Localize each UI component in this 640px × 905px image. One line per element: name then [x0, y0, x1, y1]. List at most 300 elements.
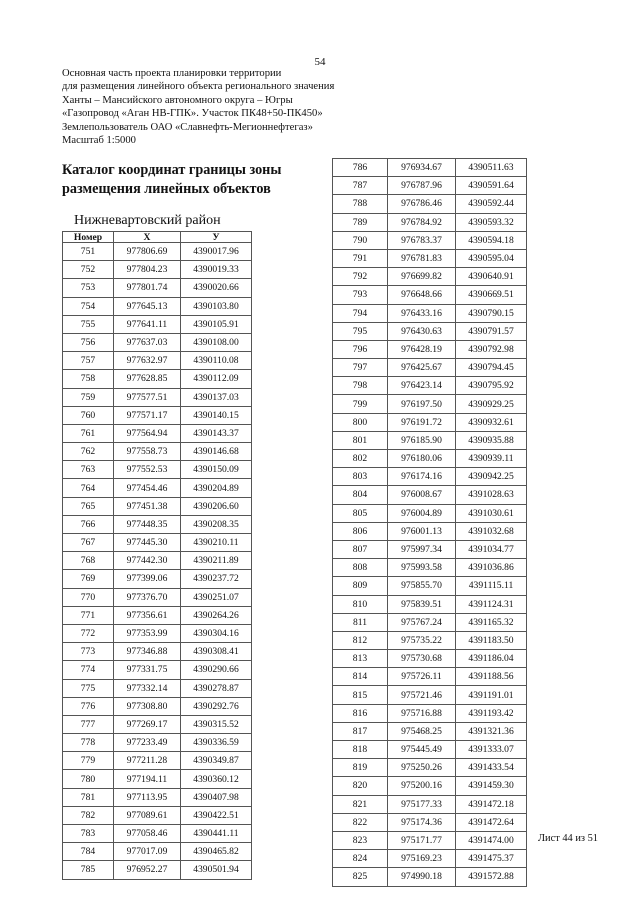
x-coordinate-cell: 977806.69	[114, 243, 181, 261]
table-row	[333, 777, 527, 795]
table-row	[63, 552, 252, 570]
point-number-cell: 799	[333, 395, 388, 413]
y-coordinate-cell: 4390308.41	[181, 643, 252, 661]
x-coordinate-cell: 975855.70	[388, 577, 456, 595]
point-number-cell: 788	[333, 195, 388, 213]
x-coordinate-cell: 976197.50	[388, 395, 456, 413]
x-coordinate-cell: 975171.77	[388, 831, 456, 849]
point-number-cell: 754	[63, 297, 114, 315]
point-number-cell: 758	[63, 370, 114, 388]
point-number-cell: 790	[333, 231, 388, 249]
point-number-cell: 794	[333, 304, 388, 322]
table-row	[333, 231, 527, 249]
x-coordinate-cell: 976428.19	[388, 340, 456, 358]
y-coordinate-cell: 4390017.96	[181, 243, 252, 261]
point-number-cell: 791	[333, 249, 388, 267]
point-number-cell: 775	[63, 679, 114, 697]
point-number-cell: 808	[333, 559, 388, 577]
y-coordinate-cell: 4390795.92	[456, 377, 527, 395]
point-number-cell: 770	[63, 588, 114, 606]
document-header	[62, 67, 334, 147]
point-number-cell: 823	[333, 831, 388, 849]
point-number-cell: 784	[63, 843, 114, 861]
x-coordinate-cell: 977194.11	[114, 770, 181, 788]
point-number-cell: 783	[63, 825, 114, 843]
x-coordinate-cell: 977017.09	[114, 843, 181, 861]
catalog-title-line: размещения линейных объектов	[62, 181, 271, 197]
point-number-cell: 776	[63, 697, 114, 715]
x-coordinate-cell: 977558.73	[114, 443, 181, 461]
y-coordinate-cell: 4390336.59	[181, 734, 252, 752]
y-coordinate-cell: 4390595.04	[456, 249, 527, 267]
table-row	[63, 679, 252, 697]
point-number-cell: 811	[333, 613, 388, 631]
x-coordinate-cell: 975839.51	[388, 595, 456, 613]
table-row	[63, 443, 252, 461]
x-coordinate-cell: 977399.06	[114, 570, 181, 588]
table-row	[63, 788, 252, 806]
y-coordinate-cell: 4390315.52	[181, 715, 252, 733]
x-coordinate-cell: 976185.90	[388, 431, 456, 449]
x-coordinate-cell: 977442.30	[114, 552, 181, 570]
y-coordinate-cell: 4390020.66	[181, 279, 252, 297]
point-number-cell: 800	[333, 413, 388, 431]
x-coordinate-cell: 975445.49	[388, 741, 456, 759]
table-row	[63, 497, 252, 515]
header-line: Ханты – Мансийского автономного округа – Югры	[62, 94, 293, 106]
table-row	[333, 450, 527, 468]
table-row	[333, 268, 527, 286]
header-line: «Газопровод «Аган НВ-ГПК». Участок ПК48+50-ПК450»	[62, 108, 323, 120]
y-coordinate-cell: 4390511.63	[456, 159, 527, 177]
coordinates-table-left	[62, 231, 252, 880]
point-number-cell: 809	[333, 577, 388, 595]
table-row	[333, 613, 527, 631]
y-coordinate-cell: 4391472.64	[456, 813, 527, 831]
y-coordinate-cell: 4390593.32	[456, 213, 527, 231]
table-row	[333, 741, 527, 759]
point-number-cell: 816	[333, 704, 388, 722]
x-coordinate-cell: 976004.89	[388, 504, 456, 522]
y-coordinate-cell: 4390407.98	[181, 788, 252, 806]
point-number-cell: 802	[333, 450, 388, 468]
y-coordinate-cell: 4390110.08	[181, 352, 252, 370]
catalog-title-line: Каталог координат границы зоны	[62, 162, 282, 178]
point-number-cell: 774	[63, 661, 114, 679]
point-number-cell: 759	[63, 388, 114, 406]
point-number-cell: 797	[333, 359, 388, 377]
y-coordinate-cell: 4391459.30	[456, 777, 527, 795]
point-number-cell: 751	[63, 243, 114, 261]
x-coordinate-cell: 976008.67	[388, 486, 456, 504]
table-row	[63, 715, 252, 733]
x-coordinate-cell: 977564.94	[114, 424, 181, 442]
point-number-cell: 753	[63, 279, 114, 297]
y-coordinate-cell: 4390150.09	[181, 461, 252, 479]
point-number-cell: 793	[333, 286, 388, 304]
y-coordinate-cell: 4391165.32	[456, 613, 527, 631]
y-coordinate-cell: 4390290.66	[181, 661, 252, 679]
point-number-cell: 798	[333, 377, 388, 395]
point-number-cell: 815	[333, 686, 388, 704]
y-coordinate-cell: 4391475.37	[456, 850, 527, 868]
point-number-cell: 792	[333, 268, 388, 286]
y-coordinate-cell: 4390112.09	[181, 370, 252, 388]
x-coordinate-cell: 976174.16	[388, 468, 456, 486]
x-coordinate-cell: 975177.33	[388, 795, 456, 813]
x-coordinate-cell: 975250.26	[388, 759, 456, 777]
table-row	[63, 461, 252, 479]
x-coordinate-cell: 974990.18	[388, 868, 456, 886]
x-coordinate-cell: 977346.88	[114, 643, 181, 661]
x-coordinate-cell: 977577.51	[114, 388, 181, 406]
point-number-cell: 755	[63, 315, 114, 333]
header-line: Масштаб 1:5000	[62, 135, 136, 147]
table-row	[333, 522, 527, 540]
y-coordinate-cell: 4390794.45	[456, 359, 527, 377]
point-number-cell: 796	[333, 340, 388, 358]
table-row	[333, 577, 527, 595]
point-number-cell: 781	[63, 788, 114, 806]
y-coordinate-cell: 4391124.31	[456, 595, 527, 613]
table-body-right	[333, 159, 527, 887]
y-coordinate-cell: 4391028.63	[456, 486, 527, 504]
table-row	[333, 377, 527, 395]
x-coordinate-cell: 977269.17	[114, 715, 181, 733]
table-row	[63, 297, 252, 315]
x-coordinate-cell: 976423.14	[388, 377, 456, 395]
point-number-cell: 804	[333, 486, 388, 504]
x-coordinate-cell: 977641.11	[114, 315, 181, 333]
y-coordinate-cell: 4391036.86	[456, 559, 527, 577]
table-row	[333, 177, 527, 195]
x-coordinate-cell: 977089.61	[114, 806, 181, 824]
point-number-cell: 819	[333, 759, 388, 777]
x-coordinate-cell: 977645.13	[114, 297, 181, 315]
y-coordinate-cell: 4390942.25	[456, 468, 527, 486]
y-coordinate-cell: 4390640.91	[456, 268, 527, 286]
y-coordinate-cell: 4390935.88	[456, 431, 527, 449]
x-coordinate-cell: 977632.97	[114, 352, 181, 370]
x-coordinate-cell: 977801.74	[114, 279, 181, 297]
table-row	[333, 322, 527, 340]
table-row	[333, 159, 527, 177]
x-coordinate-cell: 976934.67	[388, 159, 456, 177]
point-number-cell: 795	[333, 322, 388, 340]
y-coordinate-cell: 4390237.72	[181, 570, 252, 588]
y-coordinate-cell: 4390791.57	[456, 322, 527, 340]
x-coordinate-cell: 975169.23	[388, 850, 456, 868]
point-number-cell: 757	[63, 352, 114, 370]
point-number-cell: 772	[63, 624, 114, 642]
table-row	[333, 486, 527, 504]
point-number-cell: 810	[333, 595, 388, 613]
y-coordinate-cell: 4390206.60	[181, 497, 252, 515]
table-row	[63, 279, 252, 297]
point-number-cell: 771	[63, 606, 114, 624]
table-row	[333, 650, 527, 668]
table-row	[63, 825, 252, 843]
x-coordinate-cell: 975468.25	[388, 722, 456, 740]
point-number-cell: 782	[63, 806, 114, 824]
y-coordinate-cell: 4390932.61	[456, 413, 527, 431]
point-number-cell: 767	[63, 534, 114, 552]
point-number-cell: 768	[63, 552, 114, 570]
x-coordinate-cell: 975735.22	[388, 631, 456, 649]
x-coordinate-cell: 977445.30	[114, 534, 181, 552]
x-coordinate-cell: 977451.38	[114, 497, 181, 515]
table-header-row	[63, 232, 252, 243]
point-number-cell: 766	[63, 515, 114, 533]
table-row	[63, 661, 252, 679]
page-number: 54	[314, 56, 326, 68]
y-coordinate-cell: 4390441.11	[181, 825, 252, 843]
point-number-cell: 821	[333, 795, 388, 813]
x-coordinate-cell: 975730.68	[388, 650, 456, 668]
point-number-cell: 756	[63, 333, 114, 351]
point-number-cell: 779	[63, 752, 114, 770]
point-number-cell: 786	[333, 159, 388, 177]
table-row	[63, 606, 252, 624]
x-coordinate-cell: 977332.14	[114, 679, 181, 697]
point-number-cell: 780	[63, 770, 114, 788]
y-coordinate-cell: 4390211.89	[181, 552, 252, 570]
x-coordinate-cell: 976784.92	[388, 213, 456, 231]
y-coordinate-cell: 4391572.88	[456, 868, 527, 886]
column-header-y: У	[181, 232, 252, 243]
table-row	[63, 570, 252, 588]
y-coordinate-cell: 4391188.56	[456, 668, 527, 686]
x-coordinate-cell: 977058.46	[114, 825, 181, 843]
x-coordinate-cell: 975174.36	[388, 813, 456, 831]
table-row	[333, 559, 527, 577]
x-coordinate-cell: 975997.34	[388, 540, 456, 558]
table-row	[63, 534, 252, 552]
y-coordinate-cell: 4390939.11	[456, 450, 527, 468]
x-coordinate-cell: 975726.11	[388, 668, 456, 686]
table-row	[333, 468, 527, 486]
point-number-cell: 789	[333, 213, 388, 231]
table-row	[63, 406, 252, 424]
table-row	[63, 333, 252, 351]
y-coordinate-cell: 4390143.37	[181, 424, 252, 442]
column-header-x: X	[114, 232, 181, 243]
column-header-number: Номер	[63, 232, 114, 243]
point-number-cell: 806	[333, 522, 388, 540]
x-coordinate-cell: 975721.46	[388, 686, 456, 704]
y-coordinate-cell: 4390208.35	[181, 515, 252, 533]
y-coordinate-cell: 4391030.61	[456, 504, 527, 522]
x-coordinate-cell: 976433.16	[388, 304, 456, 322]
point-number-cell: 824	[333, 850, 388, 868]
table-row	[333, 868, 527, 886]
table-row	[333, 504, 527, 522]
table-row	[333, 195, 527, 213]
y-coordinate-cell: 4390501.94	[181, 861, 252, 879]
y-coordinate-cell: 4390594.18	[456, 231, 527, 249]
y-coordinate-cell: 4390592.44	[456, 195, 527, 213]
y-coordinate-cell: 4391191.01	[456, 686, 527, 704]
x-coordinate-cell: 976783.37	[388, 231, 456, 249]
table-row	[63, 315, 252, 333]
y-coordinate-cell: 4390019.33	[181, 261, 252, 279]
point-number-cell: 813	[333, 650, 388, 668]
table-row	[63, 352, 252, 370]
y-coordinate-cell: 4390210.11	[181, 534, 252, 552]
y-coordinate-cell: 4391472.18	[456, 795, 527, 813]
point-number-cell: 752	[63, 261, 114, 279]
x-coordinate-cell: 976425.67	[388, 359, 456, 377]
x-coordinate-cell: 977552.53	[114, 461, 181, 479]
x-coordinate-cell: 976180.06	[388, 450, 456, 468]
y-coordinate-cell: 4390140.15	[181, 406, 252, 424]
x-coordinate-cell: 976952.27	[114, 861, 181, 879]
point-number-cell: 773	[63, 643, 114, 661]
point-number-cell: 812	[333, 631, 388, 649]
table-row	[63, 643, 252, 661]
table-row	[63, 388, 252, 406]
table-row	[333, 304, 527, 322]
point-number-cell: 820	[333, 777, 388, 795]
y-coordinate-cell: 4390292.76	[181, 697, 252, 715]
y-coordinate-cell: 4391193.42	[456, 704, 527, 722]
table-row	[63, 515, 252, 533]
x-coordinate-cell: 976648.66	[388, 286, 456, 304]
table-row	[333, 286, 527, 304]
x-coordinate-cell: 977353.99	[114, 624, 181, 642]
y-coordinate-cell: 4390108.00	[181, 333, 252, 351]
point-number-cell: 814	[333, 668, 388, 686]
y-coordinate-cell: 4390278.87	[181, 679, 252, 697]
table-row	[333, 686, 527, 704]
table-row	[333, 722, 527, 740]
sheet-counter: Лист 44 из 51	[538, 833, 598, 844]
y-coordinate-cell: 4390137.03	[181, 388, 252, 406]
header-line: для размещения линейного объекта регионального значения	[62, 81, 335, 93]
y-coordinate-cell: 4390669.51	[456, 286, 527, 304]
y-coordinate-cell: 4391433.54	[456, 759, 527, 777]
x-coordinate-cell: 977211.28	[114, 752, 181, 770]
y-coordinate-cell: 4390103.80	[181, 297, 252, 315]
table-row	[333, 759, 527, 777]
point-number-cell: 805	[333, 504, 388, 522]
y-coordinate-cell: 4391186.04	[456, 650, 527, 668]
y-coordinate-cell: 4390591.64	[456, 177, 527, 195]
y-coordinate-cell: 4390251.07	[181, 588, 252, 606]
table-row	[333, 431, 527, 449]
x-coordinate-cell: 977233.49	[114, 734, 181, 752]
x-coordinate-cell: 977571.17	[114, 406, 181, 424]
table-row	[333, 413, 527, 431]
x-coordinate-cell: 976786.46	[388, 195, 456, 213]
y-coordinate-cell: 4390304.16	[181, 624, 252, 642]
table-row	[63, 861, 252, 879]
y-coordinate-cell: 4390349.87	[181, 752, 252, 770]
table-row	[63, 806, 252, 824]
point-number-cell: 803	[333, 468, 388, 486]
x-coordinate-cell: 977113.95	[114, 788, 181, 806]
table-row	[63, 243, 252, 261]
y-coordinate-cell: 4390105.91	[181, 315, 252, 333]
table-row	[63, 770, 252, 788]
table-row	[63, 424, 252, 442]
header-line: Землепользователь ОАО «Славнефть-Мегионнефтегаз»	[62, 121, 313, 133]
x-coordinate-cell: 976699.82	[388, 268, 456, 286]
table-row	[333, 813, 527, 831]
table-row	[333, 631, 527, 649]
table-row	[333, 395, 527, 413]
table-row	[333, 213, 527, 231]
y-coordinate-cell: 4390790.15	[456, 304, 527, 322]
x-coordinate-cell: 977454.46	[114, 479, 181, 497]
x-coordinate-cell: 975767.24	[388, 613, 456, 631]
catalog-title	[62, 161, 281, 199]
x-coordinate-cell: 977356.61	[114, 606, 181, 624]
y-coordinate-cell: 4390465.82	[181, 843, 252, 861]
point-number-cell: 825	[333, 868, 388, 886]
x-coordinate-cell: 976781.83	[388, 249, 456, 267]
point-number-cell: 807	[333, 540, 388, 558]
x-coordinate-cell: 975200.16	[388, 777, 456, 795]
table-row	[63, 588, 252, 606]
point-number-cell: 763	[63, 461, 114, 479]
point-number-cell: 760	[63, 406, 114, 424]
point-number-cell: 764	[63, 479, 114, 497]
table-row	[333, 249, 527, 267]
table-body-left	[63, 243, 252, 880]
y-coordinate-cell: 4390146.68	[181, 443, 252, 461]
y-coordinate-cell: 4391034.77	[456, 540, 527, 558]
x-coordinate-cell: 975993.58	[388, 559, 456, 577]
header-line: Основная часть проекта планировки территории	[62, 68, 282, 79]
x-coordinate-cell: 976191.72	[388, 413, 456, 431]
x-coordinate-cell: 976001.13	[388, 522, 456, 540]
table-row	[63, 261, 252, 279]
point-number-cell: 785	[63, 861, 114, 879]
y-coordinate-cell: 4390360.12	[181, 770, 252, 788]
x-coordinate-cell: 975716.88	[388, 704, 456, 722]
table-row	[333, 704, 527, 722]
point-number-cell: 787	[333, 177, 388, 195]
y-coordinate-cell: 4390264.26	[181, 606, 252, 624]
y-coordinate-cell: 4390422.51	[181, 806, 252, 824]
y-coordinate-cell: 4391115.11	[456, 577, 527, 595]
y-coordinate-cell: 4391321.36	[456, 722, 527, 740]
x-coordinate-cell: 977804.23	[114, 261, 181, 279]
table-row	[333, 850, 527, 868]
table-row	[63, 734, 252, 752]
table-row	[333, 540, 527, 558]
x-coordinate-cell: 977448.35	[114, 515, 181, 533]
table-row	[333, 595, 527, 613]
point-number-cell: 777	[63, 715, 114, 733]
x-coordinate-cell: 977331.75	[114, 661, 181, 679]
x-coordinate-cell: 976430.63	[388, 322, 456, 340]
table-row	[63, 752, 252, 770]
table-row	[63, 843, 252, 861]
table-row	[63, 479, 252, 497]
x-coordinate-cell: 977628.85	[114, 370, 181, 388]
x-coordinate-cell: 977637.03	[114, 333, 181, 351]
table-row	[333, 340, 527, 358]
x-coordinate-cell: 976787.96	[388, 177, 456, 195]
point-number-cell: 761	[63, 424, 114, 442]
y-coordinate-cell: 4391032.68	[456, 522, 527, 540]
point-number-cell: 765	[63, 497, 114, 515]
point-number-cell: 769	[63, 570, 114, 588]
x-coordinate-cell: 977308.80	[114, 697, 181, 715]
table-row	[333, 359, 527, 377]
